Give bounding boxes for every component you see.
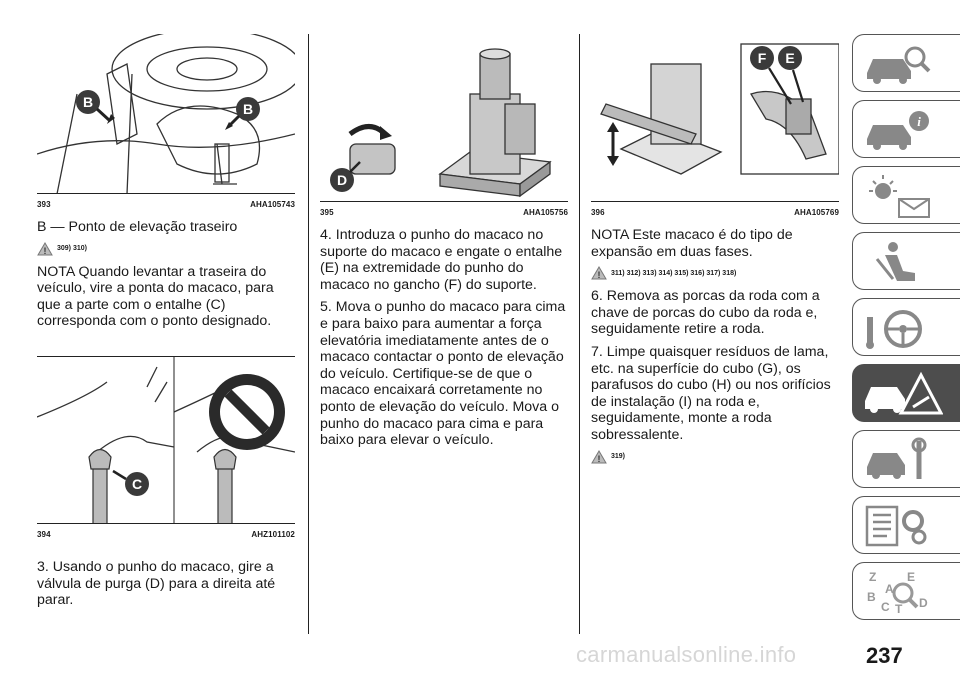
seat-airbag-icon <box>863 239 933 285</box>
callout-c-label: C <box>131 475 143 492</box>
warning-reference <box>591 266 839 280</box>
warning-reference <box>591 450 839 464</box>
warning-lights-icon <box>863 173 933 219</box>
figure-396 <box>591 34 839 202</box>
figure-code: AHZ101102 <box>251 529 295 539</box>
figure-395-caption <box>320 208 568 217</box>
callout-f-label: F <box>757 50 767 66</box>
index-letter: E <box>907 570 916 584</box>
svg-text:!: ! <box>597 453 601 464</box>
figure-number: 396 <box>591 208 605 217</box>
paragraph: NOTA Este macaco é do tipo de expansão em duas fases. <box>591 227 793 260</box>
column-3 <box>591 34 839 464</box>
tab-steering-wheel[interactable] <box>852 298 960 356</box>
specifications-icon <box>863 503 933 549</box>
paragraph: B — Ponto de elevação traseiro <box>37 219 238 235</box>
paragraph: NOTA Quando levantar a traseira do veículo, vire a ponta do macaco, para que a parte com o entalhe (C) corresponda com o ponto designado. <box>37 263 274 330</box>
paragraph: 3. Usando o punho do macaco, gire a válvula de purga (D) para a direita até parar. <box>37 558 276 609</box>
index-letter: T <box>895 602 903 615</box>
tab-index[interactable] <box>852 562 960 620</box>
figure-394-illustration <box>37 357 295 524</box>
paragraph: 7. Limpe quaisquer resíduos de lama, etc. na superfície do cubo (G), os parafusos do cubo (H) ou nos orifícios de instalação (I) na roda e, seguidamente, monte a roda sobressalente. <box>591 343 831 443</box>
tab-car-maintenance[interactable] <box>852 430 960 488</box>
tab-car-search[interactable] <box>852 34 960 92</box>
watermark: carmanualsonline.info <box>576 642 797 667</box>
figure-395-illustration <box>320 34 568 202</box>
index-letter: D <box>919 596 928 610</box>
tab-car-emergency[interactable] <box>852 364 960 422</box>
figure-number: 394 <box>37 529 51 539</box>
car-maintenance-icon <box>863 437 933 483</box>
warning-triangle-icon <box>591 266 607 280</box>
paragraph: 4. Introduza o punho do macaco no suporte do macaco e engate o entalhe (E) na extremidade do punho do macaco no gancho (F) do suporte. <box>320 227 563 293</box>
tab-seat-airbag[interactable] <box>852 232 960 290</box>
callout-e-label: E <box>785 50 795 66</box>
index-letter: B <box>867 590 876 604</box>
column-divider-1 <box>308 34 309 634</box>
paragraph: 6. Remova as porcas da roda com a chave de porcas do cubo da roda e, seguidamente retire a roda. <box>591 288 820 338</box>
figure-393-caption <box>37 200 295 209</box>
car-emergency-icon <box>863 371 943 417</box>
warning-reference-text: 319) <box>611 453 626 461</box>
steering-wheel-icon <box>863 305 933 351</box>
index-letter: A <box>885 582 894 596</box>
figure-394-caption <box>37 530 295 539</box>
figure-code: AHA105756 <box>523 208 568 217</box>
figure-393 <box>37 34 295 194</box>
page-number: 237 <box>866 643 903 668</box>
figure-396-caption <box>591 208 839 217</box>
column-2 <box>320 34 568 449</box>
figure-number: 393 <box>37 200 51 209</box>
warning-reference-text: 309) 310) <box>57 245 87 253</box>
figure-393-illustration <box>37 34 295 194</box>
svg-text:!: ! <box>43 245 47 256</box>
callout-b-right-label: B <box>242 101 254 117</box>
figure-394 <box>37 356 295 524</box>
car-search-icon <box>863 41 933 87</box>
callout-b-left-label: B <box>82 94 94 110</box>
index-icon <box>863 569 943 615</box>
figure-number: 395 <box>320 208 334 217</box>
figure-395 <box>320 34 568 202</box>
callout-d-label: D <box>336 172 348 188</box>
figure-396-illustration <box>591 34 839 202</box>
index-letter: C <box>881 600 890 614</box>
tab-specifications[interactable] <box>852 496 960 554</box>
car-info-icon <box>863 107 933 153</box>
figure-code: AHA105743 <box>250 200 295 209</box>
warning-triangle-icon <box>37 242 53 256</box>
warning-triangle-icon <box>591 450 607 464</box>
paragraph: 5. Mova o punho do macaco para cima e para baixo para aumentar a força elevatória imediatamente antes de o macaco contactar o ponto de elevação do veículo. Certifique-se de que o macaco encaixará corretamente no ponto de elevação do veículo. Mova o punho do macaco para cima e para baixo para elevar o veículo. <box>320 299 566 449</box>
tab-warning-lights[interactable] <box>852 166 960 224</box>
warning-reference-text: 311) 312) 313) 314) 315) 316) 317) 318) <box>611 269 737 277</box>
figure-code: AHA105769 <box>794 208 839 217</box>
warning-reference <box>37 242 295 256</box>
column-divider-2 <box>579 34 580 634</box>
chapter-sidebar <box>852 34 960 628</box>
tab-car-info[interactable] <box>852 100 960 158</box>
svg-text:i: i <box>917 114 921 129</box>
svg-text:!: ! <box>597 270 601 281</box>
column-1 <box>37 34 295 609</box>
index-letter: Z <box>869 570 877 584</box>
